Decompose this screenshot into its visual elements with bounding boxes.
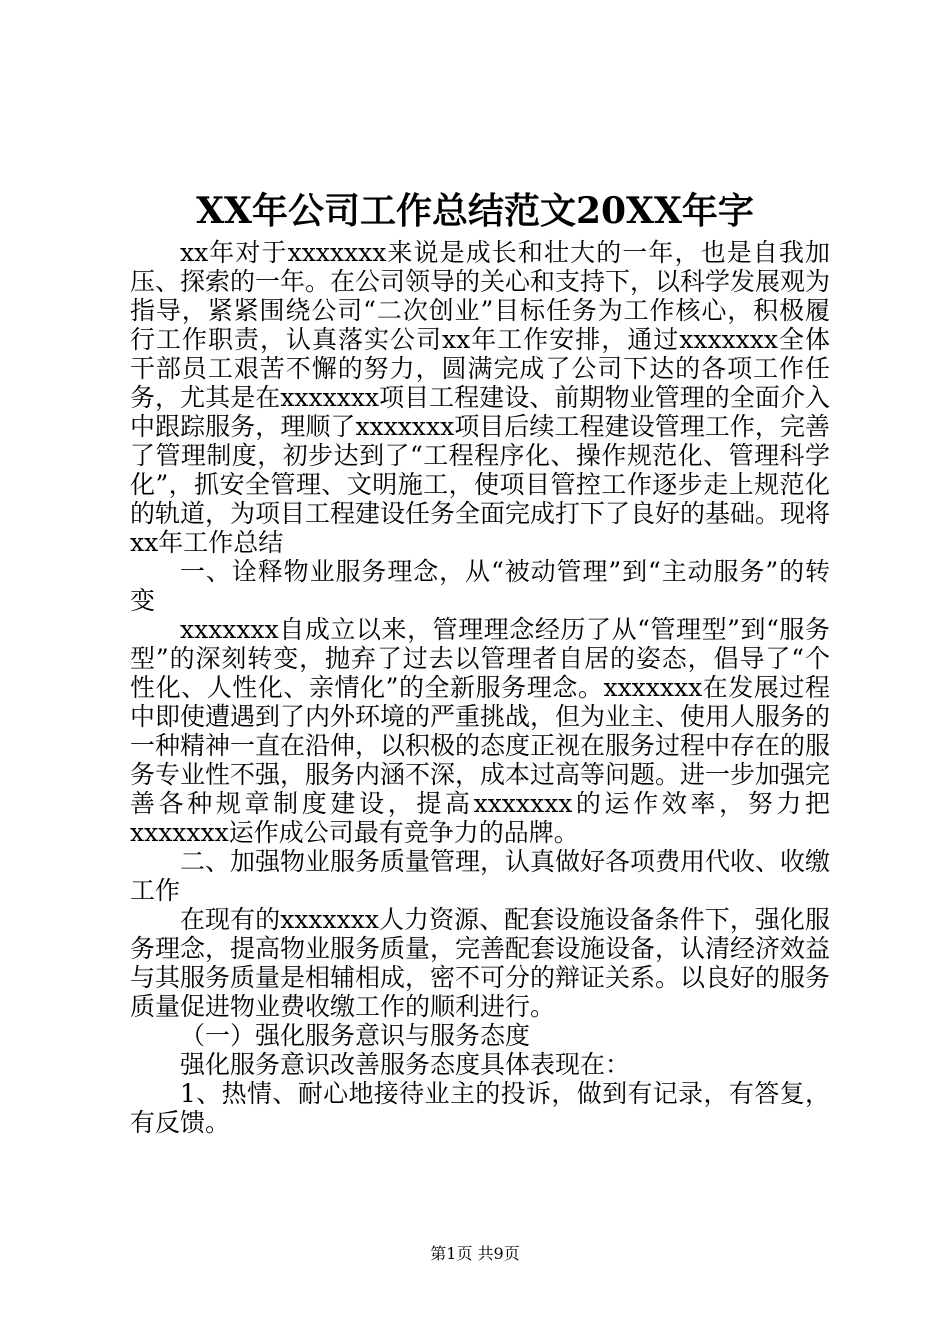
document-title: XX年公司工作总结范文20XX年字 (196, 190, 754, 232)
section-heading-1: 一、诠释物业服务理念，从“被动管理”到“主动服务”的转变 (130, 557, 830, 615)
paragraph-section-2: 在现有的xxxxxxx人力资源、配套设施设备条件下，强化服务理念，提高物业服务质量，完善配套设施设备，认清经济效益与其服务质量是相辅相成，密不可分的辩证关系。以良好的服务质量促进物业费收缴工作的顺利进行。 (130, 905, 831, 1021)
paragraph-subsection-1: 强化服务意识改善服务态度具体表现在： (180, 1050, 631, 1079)
paragraph-intro: xx年对于xxxxxxx来说是成长和壮大的一年，也是自我加压、探索的一年。在公司领导的关心和支持下，以科学发展观为指导，紧紧围绕公司“二次创业”目标任务为工作核心，积极履行工作职责，认真落实公司xx年工作安排，通过xxxxxxx全体干部员工艰苦不懈的努力，圆满完成了公司下达的各项工作任务，尤其是在xxxxxxx项目工程建设、前期物业管理的全面介入中跟踪服务，理顺了xxxxxxx项目后续工程建设管理工作，完善了管理制度，初步达到了“工程程序化、操作规范化、管理科学化”，抓安全管理、文明施工，使项目管控工作逐步走上规范化的轨道，为项目工程建设任务全面完成打下了良好的基础。现将xx年工作总结 (130, 238, 831, 557)
section-heading-2: 二、加强物业服务质量管理，认真做好各项费用代收、收缴工作 (130, 847, 831, 905)
page-number-footer: 第1页 共9页 (430, 1244, 520, 1263)
subsection-heading-1: （一）强化服务意识与服务态度 (180, 1021, 531, 1050)
list-item-1: 1、热情、耐心地接待业主的投诉，做到有记录，有答复，有反馈。 (130, 1079, 830, 1137)
document-body (130, 238, 830, 1137)
paragraph-section-1: xxxxxxx自成立以来，管理理念经历了从“管理型”到“服务型”的深刻转变，抛弃了过去以管理者自居的姿态，倡导了“个性化、人性化、亲情化”的全新服务理念。xxxxxxx在发展过程中即使遭遇到了内外环境的严重挑战，但为业主、使用人服务的一种精神一直在沿伸，以积极的态度正视在服务过程中存在的服务专业性不强，服务内涵不深，成本过高等问题。进一步加强完善各种规章制度建设，提高xxxxxxx的运作效率，努力把xxxxxxx运作成公司最有竞争力的品牌。 (130, 615, 831, 847)
